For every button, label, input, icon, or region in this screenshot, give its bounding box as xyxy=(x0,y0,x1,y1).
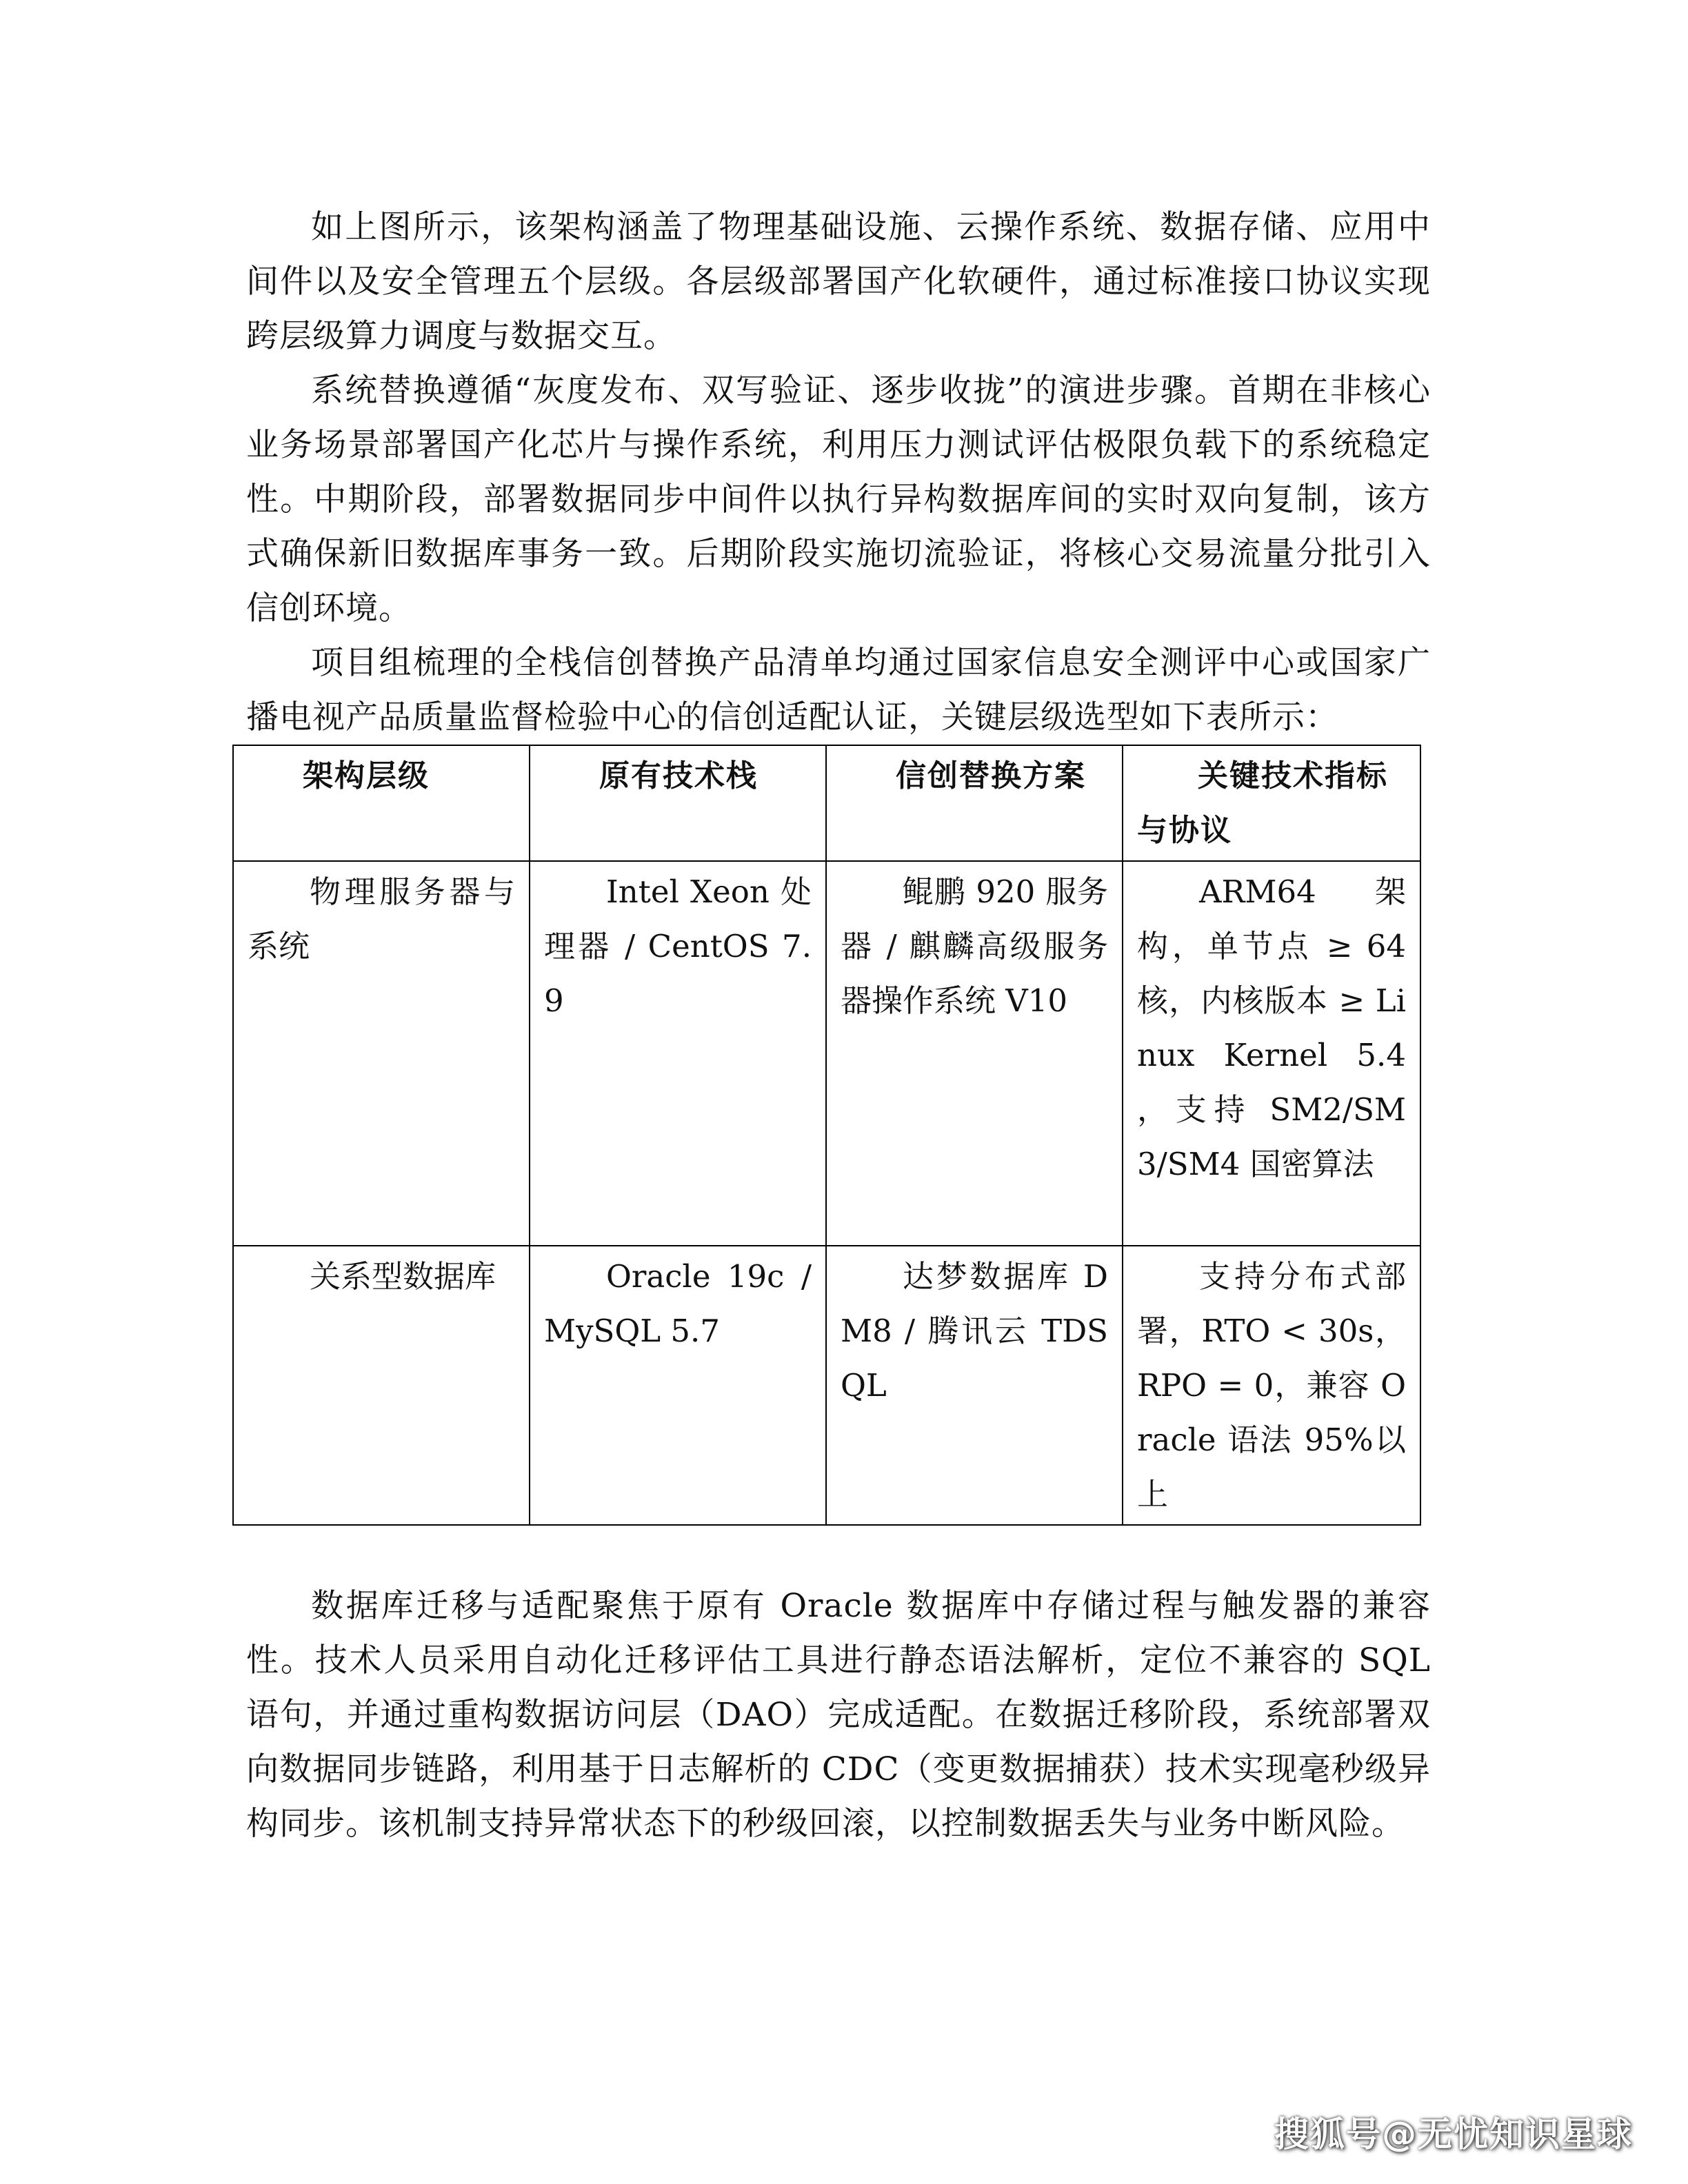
body-text-before xyxy=(246,200,1431,745)
header-layer: 架构层级 xyxy=(233,745,530,861)
cell-layer: 关系型数据库 xyxy=(233,1246,530,1525)
table-header-row xyxy=(233,745,1420,861)
cell-replacement: 达梦数据库 DM8 / 腾讯云 TDSQL xyxy=(826,1246,1123,1525)
header-original-stack: 原有技术栈 xyxy=(530,745,826,861)
header-replacement: 信创替换方案 xyxy=(826,745,1123,861)
paragraph-db-migration: 数据库迁移与适配聚焦于原有 Oracle 数据库中存储过程与触发器的兼容性。技术人员采用自动化迁移评估工具进行静态语法解析，定位不兼容的 SQL 语句，并通过重构数据访问层（DAO）完成适配。在数据迁移阶段，系统部署双向数据同步链路，利用基于日志解析的 CDC（变更数据捕获）技术实现毫秒级异构同步。该机制支持异常状态下的秒级回滚，以控制数据丢失与业务中断风险。 xyxy=(246,1587,1431,1843)
cell-metrics: ARM64 架构，单节点 ≥ 64 核，内核版本 ≥ Linux Kernel 5.4 ，支持 SM2/SM3/SM4 国密算法 xyxy=(1123,861,1420,1246)
cell-layer: 物理服务器与系统 xyxy=(233,861,530,1246)
cell-original: Oracle 19c / MySQL 5.7 xyxy=(530,1246,826,1525)
cell-metrics: 支持分布式部署，RTO < 30s，RPO = 0，兼容 Oracle 语法 95%以上 xyxy=(1123,1246,1420,1525)
paragraph-architecture: 如上图所示，该架构涵盖了物理基础设施、云操作系统、数据存储、应用中间件以及安全管理五个层级。各层级部署国产化软硬件，通过标准接口协议实现跨层级算力调度与数据交互。 xyxy=(246,208,1431,355)
selection-table xyxy=(232,745,1421,1526)
cell-original: Intel Xeon 处理器 / CentOS 7.9 xyxy=(530,861,826,1246)
body-text-after xyxy=(246,1579,1431,1851)
cell-replacement: 鲲鹏 920 服务器 / 麒麟高级服务器操作系统 V10 xyxy=(826,861,1123,1246)
paragraph-replacement-steps: 系统替换遵循“灰度发布、双写验证、逐步收拢”的演进步骤。首期在非核心业务场景部署国产化芯片与操作系统，利用压力测试评估极限负载下的系统稳定性。中期阶段，部署数据同步中间件以执行异构数据库间的实时双向复制，该方式确保新旧数据库事务一致。后期阶段实施切流验证，将核心交易流量分批引入信创环境。 xyxy=(246,372,1431,627)
table-row xyxy=(233,861,1420,1246)
header-metrics: 关键技术指标与协议 xyxy=(1123,745,1420,861)
paragraph-product-list: 项目组梳理的全栈信创替换产品清单均通过国家信息安全测评中心或国家广播电视产品质量监督检验中心的信创适配认证，关键层级选型如下表所示： xyxy=(246,644,1431,736)
selection-table-container xyxy=(232,745,1420,1526)
watermark: 搜狐号@无忧知识星球 xyxy=(1274,2114,1633,2154)
table-row xyxy=(233,1246,1420,1525)
